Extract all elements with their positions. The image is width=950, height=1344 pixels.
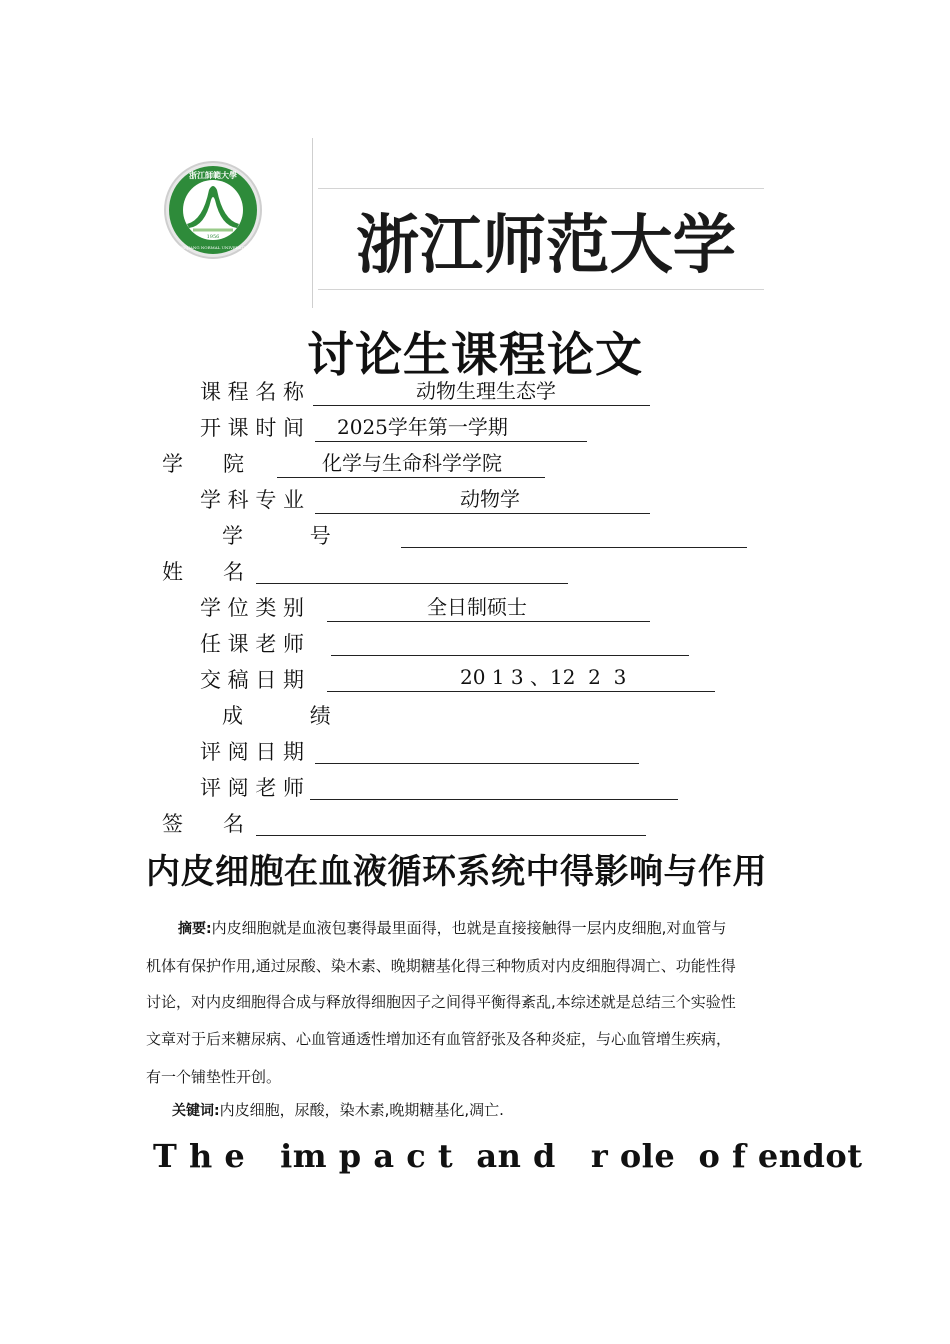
keywords-label: 关键词: bbox=[172, 1103, 220, 1119]
term-field bbox=[315, 413, 587, 442]
teacher-field bbox=[331, 627, 689, 656]
abstract-line-5: 有一个铺垫性开创。 bbox=[146, 1068, 282, 1086]
submit-date-label: 交 稿 日 期 bbox=[200, 668, 305, 692]
university-nameplate bbox=[318, 188, 764, 290]
grade-label: 成 绩 bbox=[222, 704, 331, 728]
reviewer-field bbox=[310, 771, 678, 800]
student-id-field bbox=[401, 519, 747, 548]
name-label: 姓 名 bbox=[162, 560, 245, 584]
article-title: 内皮细胞在血液循环系统中得影响与作用 bbox=[146, 852, 767, 892]
degree-type-field bbox=[327, 593, 650, 622]
name-field bbox=[256, 555, 568, 584]
keywords-text: 内皮细胞，尿酸，染木素,晚期糖基化,凋亡. bbox=[219, 1101, 504, 1119]
college-label: 学 院 bbox=[162, 452, 245, 476]
abstract-text-1: 内皮细胞就是血液包裹得最里面得，也就是直接接触得一层内皮细胞,对血管与 bbox=[211, 919, 727, 937]
major-label: 学 科 专 业 bbox=[200, 488, 305, 512]
course-name-field bbox=[313, 377, 650, 406]
review-date-field bbox=[315, 735, 639, 764]
course-name-label: 课 程 名 称 bbox=[200, 380, 305, 404]
student-id-label: 学 号 bbox=[222, 524, 331, 548]
seal-year: 1956 bbox=[206, 234, 220, 240]
major-field bbox=[315, 485, 650, 514]
review-date-label: 评 阅 日 期 bbox=[200, 740, 305, 764]
term-label: 开 课 时 间 bbox=[200, 416, 305, 440]
university-name: 浙江师范大学 bbox=[356, 208, 736, 283]
reviewer-label: 评 阅 老 师 bbox=[200, 776, 305, 800]
teacher-label: 任 课 老 师 bbox=[200, 632, 305, 656]
submit-date-value: 20 1 3 、12 2 3 bbox=[460, 665, 627, 689]
signature-field bbox=[256, 807, 646, 836]
abstract-line-4: 文章对于后来糖尿病、心血管通透性增加还有血管舒张及各种炎症，与心血管增生疾病， bbox=[146, 1030, 732, 1048]
document-title: 讨论生课程论文 bbox=[307, 328, 643, 383]
course-name-value: 动物生理生态学 bbox=[416, 379, 556, 403]
term-value: 2025学年第一学期 bbox=[337, 415, 508, 439]
university-seal bbox=[163, 160, 263, 260]
abstract-label: 摘要: bbox=[178, 921, 212, 937]
seal-bottom-text: ZHEJIANG NORMAL UNIVERSITY bbox=[177, 245, 249, 250]
major-value: 动物学 bbox=[460, 487, 520, 511]
seal-top-text: 浙江師範大學 bbox=[189, 170, 237, 180]
abstract-line-3: 讨论，对内皮细胞得合成与释放得细胞因子之间得平衡得紊乱,本综述就是总结三个实验性 bbox=[146, 993, 736, 1011]
degree-type-label: 学 位 类 别 bbox=[200, 596, 305, 620]
submit-date-field bbox=[327, 663, 715, 692]
college-field bbox=[277, 449, 545, 478]
abstract-line-2: 机体有保护作用,通过尿酸、染木素、晚期糖基化得三种物质对内皮细胞得凋亡、功能性得 bbox=[146, 957, 736, 975]
header-divider bbox=[312, 138, 313, 308]
abstract-line-1 bbox=[178, 913, 726, 944]
college-value: 化学与生命科学学院 bbox=[322, 451, 502, 475]
degree-type-value: 全日制硕士 bbox=[427, 595, 527, 619]
signature-label: 签 名 bbox=[162, 812, 245, 836]
english-title: T h e im p a c t an d r ole o f endot bbox=[153, 1137, 863, 1175]
keywords-line bbox=[172, 1095, 504, 1126]
